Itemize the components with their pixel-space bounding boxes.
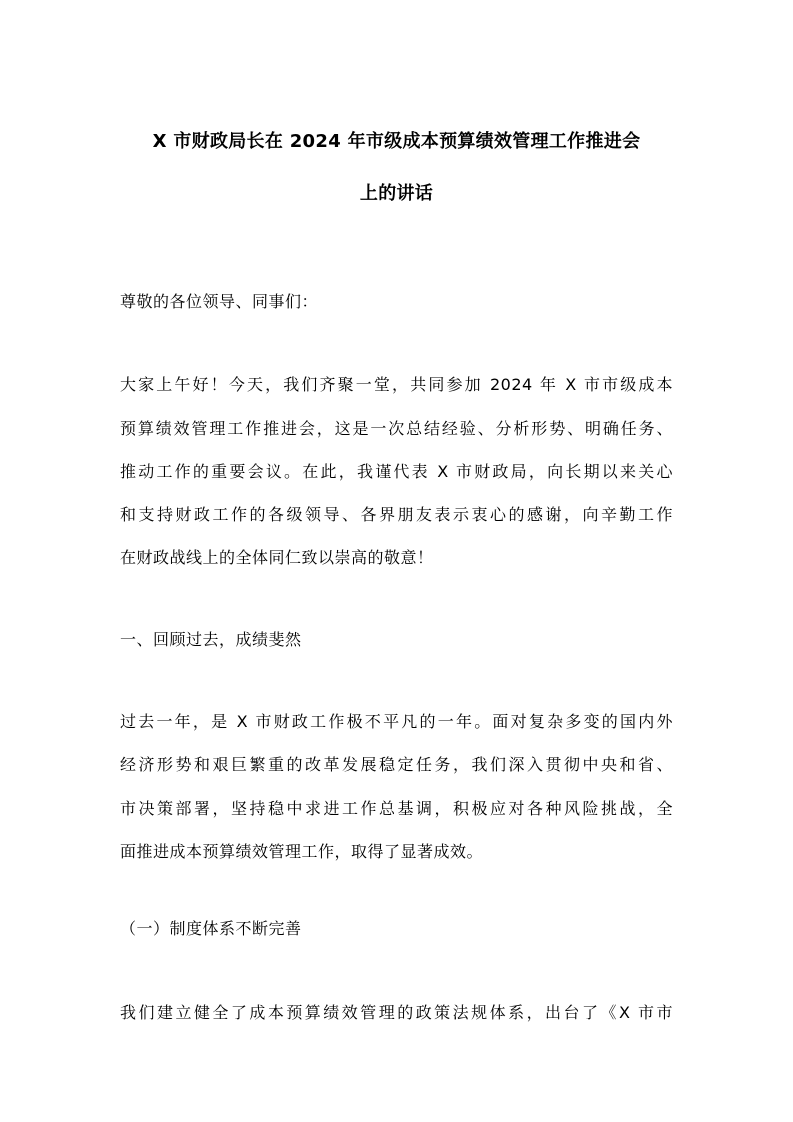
subsection-heading-1: （一）制度体系不断完善 [120, 919, 302, 938]
paragraph-1-line-4: 和支持财政工作的各级领导、各界朋友表示衷心的感谢，向辛勤工作 [120, 505, 673, 524]
paragraph-1-line-1: 大家上午好！今天，我们齐聚一堂，共同参加 2024 年 X 市市级成本 [120, 375, 673, 394]
paragraph-1-line-5: 在财政战线上的全体同仁致以崇高的敬意！ [120, 548, 434, 567]
paragraph-1-line-3: 推动工作的重要会议。在此，我谨代表 X 市财政局，向长期以来关心 [120, 462, 673, 481]
salutation: 尊敬的各位领导、同事们： [120, 292, 319, 311]
document-title-line-1: X 市财政局长在 2024 年市级成本预算绩效管理工作推进会 [152, 131, 641, 152]
paragraph-2-line-1: 过去一年，是 X 市财政工作极不平凡的一年。面对复杂多变的国内外 [120, 712, 673, 731]
paragraph-1-line-2: 预算绩效管理工作推进会，这是一次总结经验、分析形势、明确任务、 [120, 419, 673, 438]
paragraph-2-line-4: 面推进成本预算绩效管理工作，取得了显著成效。 [120, 842, 484, 861]
paragraph-2-line-3: 市决策部署，坚持稳中求进工作总基调，积极应对各种风险挑战，全 [120, 799, 673, 818]
paragraph-2-line-2: 经济形势和艰巨繁重的改革发展稳定任务，我们深入贯彻中央和省、 [120, 755, 673, 774]
paragraph-3-line-1: 我们建立健全了成本预算绩效管理的政策法规体系，出台了《X 市市 [120, 1003, 673, 1022]
document-title-line-2: 上的讲话 [359, 183, 434, 204]
section-heading-1: 一、回顾过去，成绩斐然 [120, 630, 302, 649]
